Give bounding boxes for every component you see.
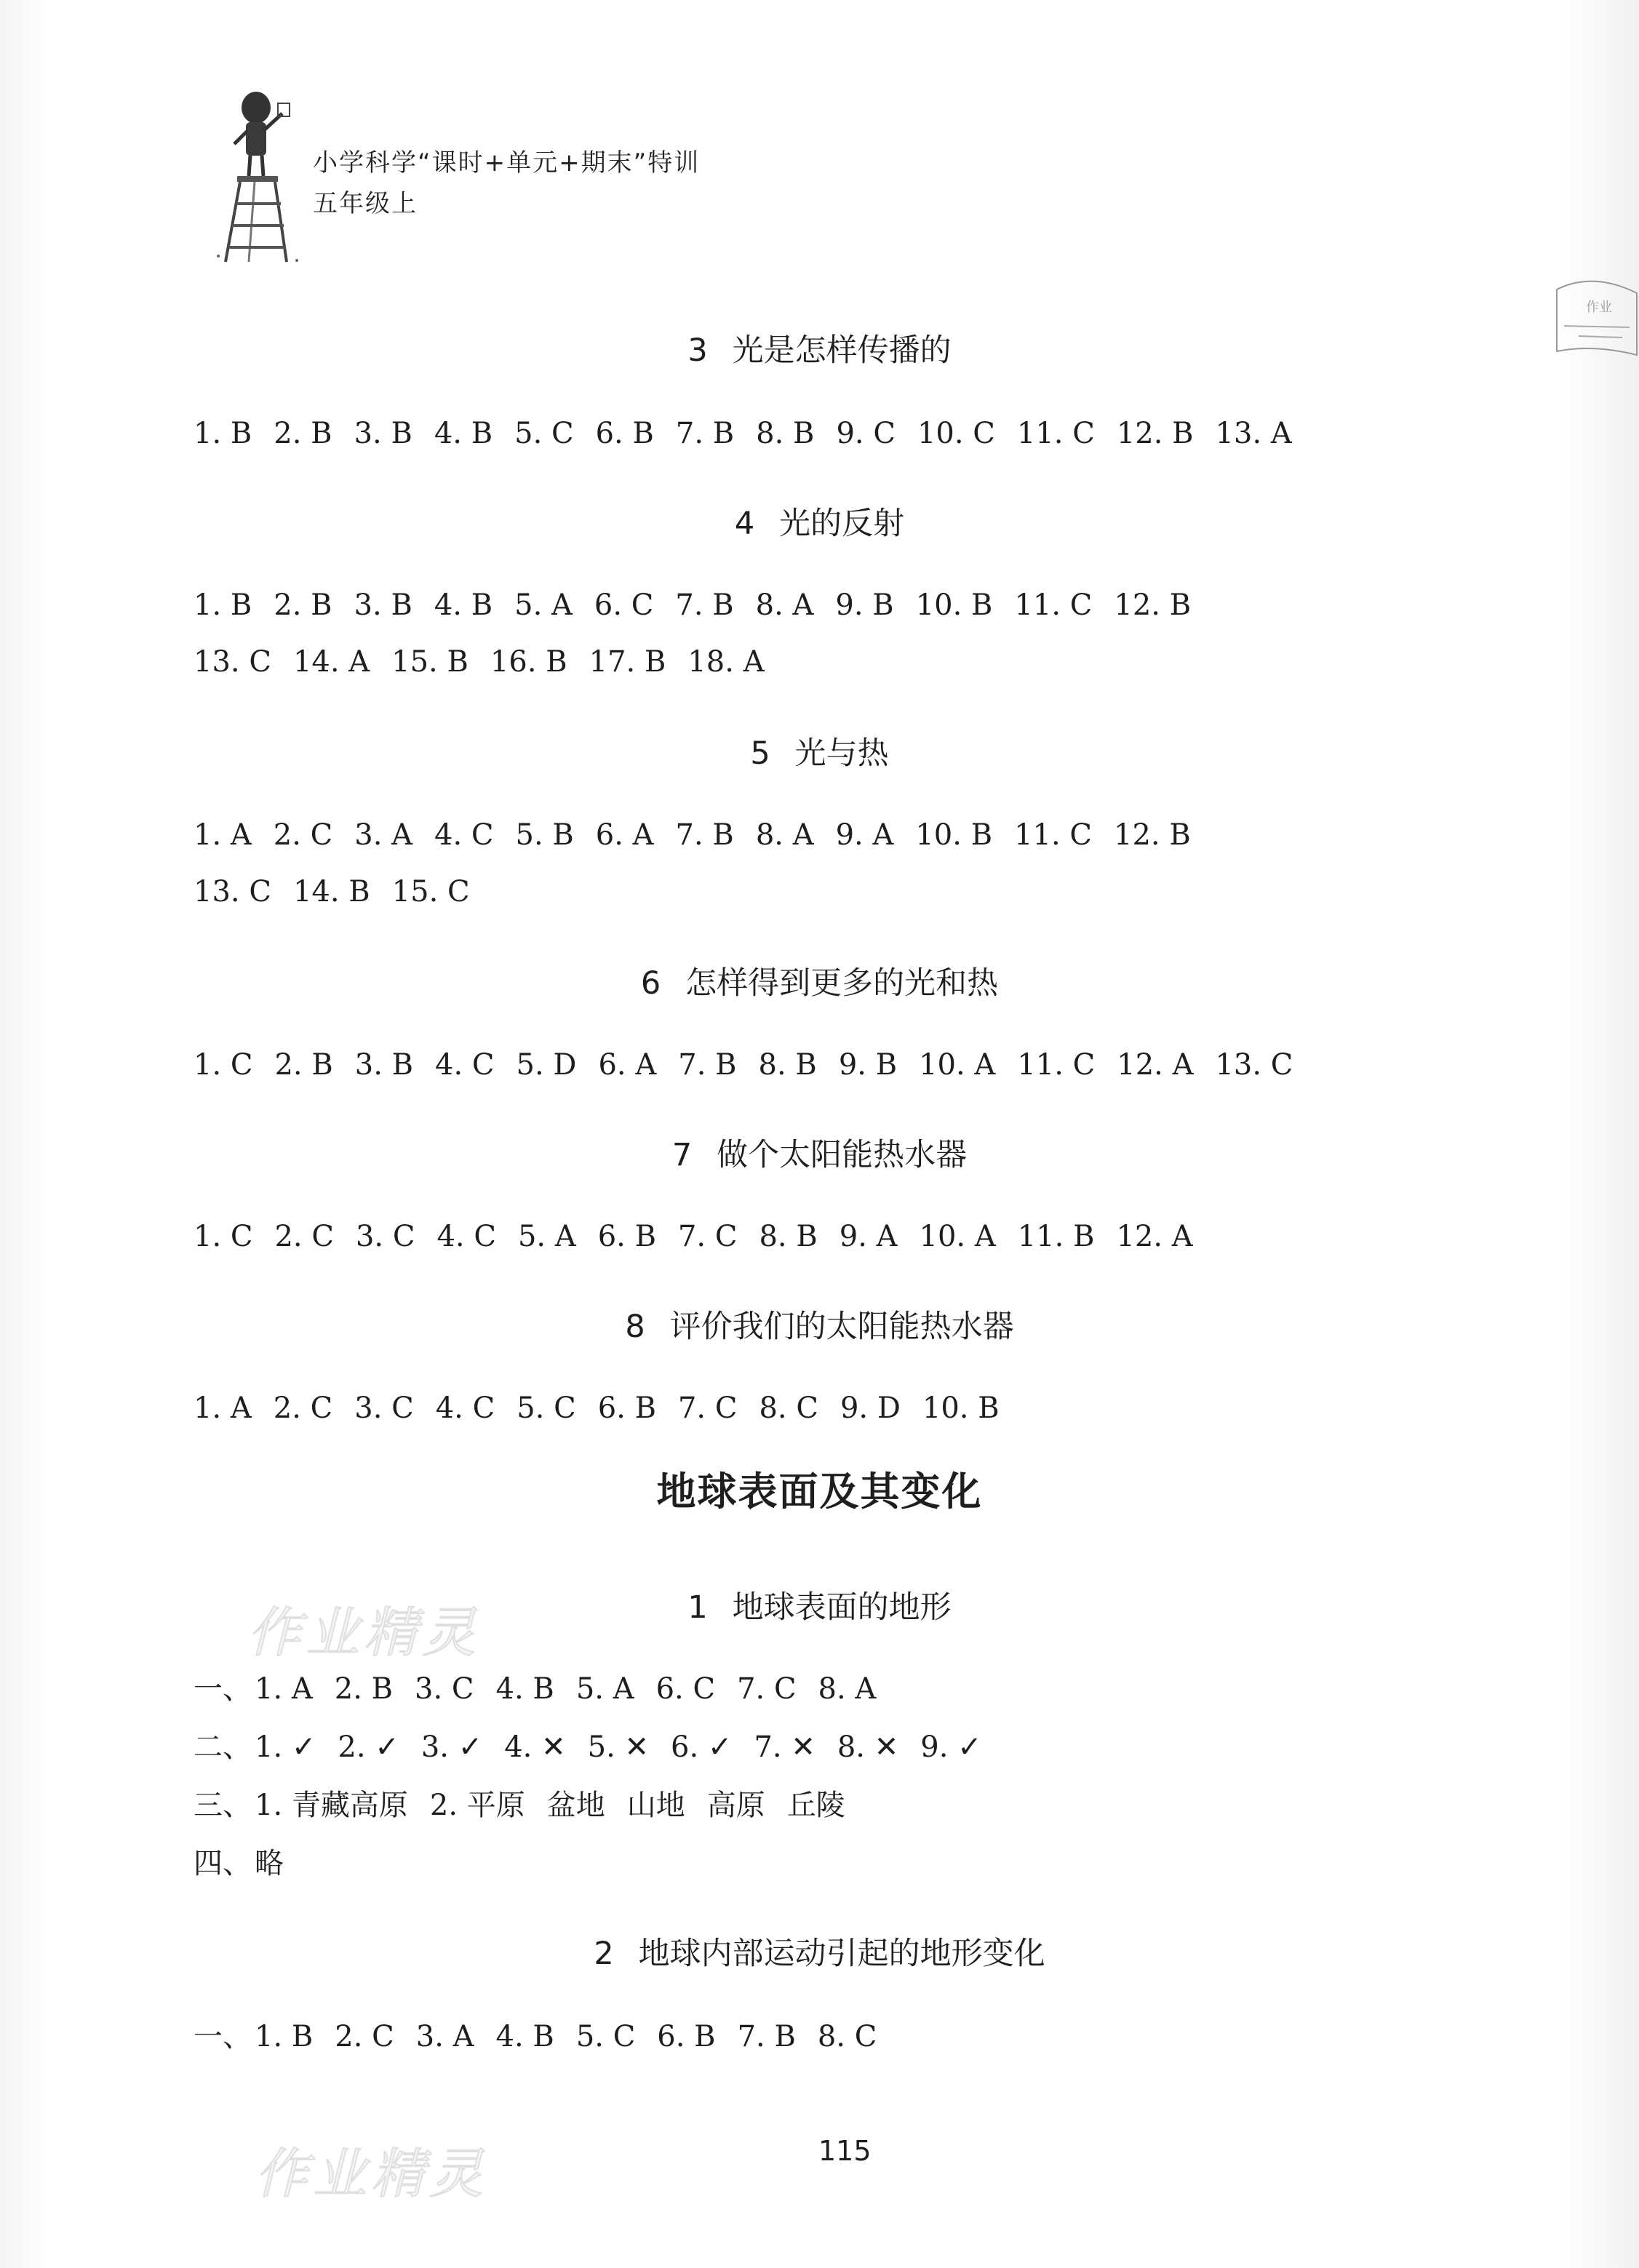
answer-item: 7. B	[737, 2020, 796, 2053]
answer-item: 1. A	[194, 1391, 252, 1425]
answer-item: 5. D	[516, 1048, 577, 1082]
answer-item: 8. B	[758, 1048, 817, 1082]
answer-item: 7. C	[677, 1391, 738, 1425]
answer-item: 1. C	[194, 1220, 253, 1253]
answer-item: 2. C	[273, 1391, 333, 1425]
answer-line	[194, 2016, 898, 2057]
answer-item: 3. C	[415, 1672, 474, 1706]
answer-item: 8. ✕	[837, 1730, 899, 1764]
answer-item: 3. A	[415, 2020, 474, 2053]
answer-item: 14. B	[292, 875, 370, 909]
answer-item: 18. A	[687, 645, 765, 679]
answer-item: 4. B	[495, 1672, 554, 1706]
answer-item: 12. B	[1114, 588, 1192, 622]
child-on-ladder-illustration	[211, 87, 320, 269]
answer-item: 17. B	[589, 645, 666, 679]
watermark: 作业精灵	[255, 2143, 487, 2205]
answer-item: 8. B	[759, 1220, 818, 1253]
answer-item: 15. B	[391, 645, 468, 679]
answer-item: 7. B	[678, 1048, 737, 1082]
answer-item: 4. C	[434, 818, 494, 852]
answer-item: 2. B	[274, 417, 332, 450]
answer-item: 4. C	[435, 1048, 495, 1082]
answer-item: 11. C	[1017, 1048, 1096, 1082]
answer-item: 6. B	[597, 1391, 656, 1425]
answer-line	[194, 1669, 898, 1709]
answer-item: 4. ✕	[504, 1730, 566, 1764]
section-number: 8	[625, 1309, 645, 1345]
answer-item: 9. ✓	[920, 1730, 982, 1764]
answer-item: 1. 青藏高原	[255, 1789, 408, 1822]
unit-title: 地球表面及其变化	[656, 1468, 983, 1514]
answer-line	[194, 1727, 1004, 1768]
answer-line	[194, 815, 1530, 855]
answer-item: 5. B	[515, 818, 574, 852]
answer-item: 8. A	[755, 588, 814, 622]
answer-item: 6. B	[597, 1220, 656, 1253]
section-title	[0, 1302, 1639, 1346]
answer-item: 4. C	[435, 1391, 495, 1425]
answer-item: 8. A	[818, 1672, 877, 1706]
answer-item: 8. B	[756, 417, 815, 450]
answer-item: 10. A	[919, 1220, 996, 1253]
answer-item: 5. C	[514, 417, 574, 450]
question-group-label: 三、	[194, 1789, 252, 1822]
answer-line	[194, 871, 1530, 912]
answer-item: 6. C	[594, 588, 654, 622]
section-number: 1	[687, 1589, 708, 1626]
answer-item: 12. A	[1117, 1048, 1194, 1082]
section-name: 地球表面的地形	[732, 1589, 952, 1626]
answer-item: 9. A	[835, 818, 894, 852]
answer-item: 2. C	[335, 2020, 394, 2053]
answer-item: 丘陵	[786, 1789, 845, 1822]
answer-item: 8. A	[755, 818, 814, 852]
section-title	[0, 729, 1639, 773]
answer-item: 1. B	[255, 2020, 314, 2053]
answer-item: 15. C	[391, 875, 470, 909]
answer-item: 盆地	[546, 1789, 605, 1822]
section-title	[0, 499, 1639, 543]
section-title	[0, 326, 1639, 370]
answer-item: 7. C	[677, 1220, 738, 1253]
answer-item: 高原	[706, 1789, 765, 1822]
answer-item: 6. ✓	[671, 1730, 733, 1764]
section-name: 光与热	[794, 735, 889, 772]
page-number: 115	[818, 2135, 872, 2167]
answer-item: 1. B	[194, 588, 252, 622]
answer-item: 12. B	[1114, 818, 1191, 852]
answer-item: 11. C	[1016, 417, 1095, 450]
answer-item: 7. B	[675, 818, 734, 852]
answer-item: 7. B	[675, 588, 734, 622]
answer-item: 2. B	[274, 588, 332, 622]
answer-item: 5. C	[517, 1391, 576, 1425]
answer-line	[194, 413, 1530, 454]
answer-item: 6. B	[657, 2020, 716, 2053]
answer-item: 9. B	[835, 588, 894, 622]
answer-item: 5. ✕	[587, 1730, 650, 1764]
answer-item: 16. B	[490, 645, 567, 679]
answer-line	[194, 1843, 306, 1884]
answer-item: 10. B	[915, 588, 993, 622]
answer-item: 4. C	[436, 1220, 496, 1253]
answer-item: 2. C	[274, 1220, 334, 1253]
answer-item: 3. B	[354, 588, 412, 622]
watermark: 作业精灵	[247, 1602, 480, 1664]
answer-item: 13. C	[1215, 1048, 1293, 1082]
answer-item: 11. B	[1017, 1220, 1095, 1253]
answer-item: 9. C	[836, 417, 896, 450]
answer-item: 6. C	[655, 1672, 716, 1706]
answer-item: 4. B	[495, 2020, 554, 2053]
answer-line	[194, 1216, 1530, 1257]
section-name: 评价我们的太阳能热水器	[669, 1309, 1014, 1345]
answer-line	[194, 642, 1530, 682]
section-title	[0, 1583, 1639, 1627]
answer-item: 2. ✓	[338, 1730, 399, 1764]
answer-item: 2. C	[273, 818, 333, 852]
answer-item: 13. C	[194, 875, 271, 909]
section-title	[0, 1929, 1639, 1973]
answer-item: 3. ✓	[420, 1730, 483, 1764]
answer-item: 1. B	[194, 417, 252, 450]
answer-item: 5. A	[514, 588, 573, 622]
answer-item: 3. B	[354, 1048, 414, 1082]
answer-item: 10. C	[917, 417, 995, 450]
answer-item: 6. B	[595, 417, 654, 450]
section-title	[0, 959, 1639, 1003]
answer-item: 5. A	[575, 1672, 634, 1706]
answer-item: 5. A	[517, 1220, 576, 1253]
section-title	[0, 1130, 1639, 1175]
answer-item: 山地	[626, 1789, 685, 1822]
answer-item: 1. A	[194, 818, 252, 852]
answer-line	[194, 1388, 1530, 1429]
answer-item: 13. A	[1215, 417, 1292, 450]
answer-item: 10. A	[919, 1048, 996, 1082]
answer-item: 3. B	[354, 417, 412, 450]
section-name: 怎样得到更多的光和热	[685, 965, 999, 1002]
answer-line	[194, 1785, 867, 1826]
answer-item: 12. A	[1116, 1220, 1193, 1253]
answer-item: 7. B	[675, 417, 735, 450]
answer-item: 8. C	[817, 2020, 877, 2053]
section-name: 地球内部运动引起的地形变化	[638, 1936, 1045, 1972]
answer-item: 9. A	[839, 1220, 898, 1253]
answer-line	[194, 1045, 1530, 1085]
question-group-label: 四、	[194, 1847, 252, 1880]
answer-item: 2. 平原	[429, 1789, 525, 1822]
answer-item: 4. B	[434, 588, 493, 622]
section-number: 2	[594, 1936, 614, 1972]
question-group-label: 二、	[194, 1730, 252, 1764]
answer-item: 1. A	[255, 1672, 313, 1706]
question-group-label: 一、	[194, 2020, 252, 2053]
svg-text:作业: 作业	[1586, 300, 1612, 315]
section-number: 6	[640, 965, 661, 1002]
answer-item: 11. C	[1014, 588, 1093, 622]
answer-item: 9. D	[840, 1391, 901, 1425]
answer-item: 10. B	[922, 1391, 1000, 1425]
section-number: 4	[734, 506, 755, 542]
section-number: 7	[671, 1137, 693, 1173]
answer-item: 13. C	[194, 645, 271, 679]
answer-item: 略	[255, 1847, 284, 1880]
answer-item: 3. A	[354, 818, 413, 852]
answer-item: 2. B	[334, 1672, 394, 1706]
grade-label: 五年级上	[313, 189, 418, 218]
answer-item: 7. C	[737, 1672, 797, 1706]
answer-item: 5. C	[575, 2020, 636, 2053]
answer-item: 8. C	[759, 1391, 818, 1425]
answer-item: 10. B	[915, 818, 993, 852]
answer-item: 3. C	[354, 1391, 414, 1425]
answer-item: 11. C	[1014, 818, 1093, 852]
answer-item: 9. B	[838, 1048, 898, 1082]
answer-item: 4. B	[434, 417, 493, 450]
answer-item: 6. A	[598, 1048, 657, 1082]
section-number: 5	[750, 735, 770, 772]
book-title: 小学科学“课时+单元+期末”特训	[313, 148, 701, 177]
answer-item: 14. A	[292, 645, 370, 679]
section-number: 3	[687, 332, 708, 369]
section-name: 光是怎样传播的	[732, 332, 952, 369]
answer-item: 7. ✕	[754, 1730, 815, 1764]
answer-item: 1. C	[194, 1048, 253, 1082]
answer-line	[194, 585, 1530, 626]
answer-item: 6. A	[595, 818, 654, 852]
section-name: 做个太阳能热水器	[717, 1137, 968, 1173]
section-name: 光的反射	[779, 506, 905, 542]
answer-item: 12. B	[1116, 417, 1194, 450]
answer-item: 2. B	[274, 1048, 333, 1082]
answer-item: 3. C	[355, 1220, 415, 1253]
answer-item: 1. ✓	[255, 1730, 316, 1764]
question-group-label: 一、	[194, 1672, 252, 1706]
